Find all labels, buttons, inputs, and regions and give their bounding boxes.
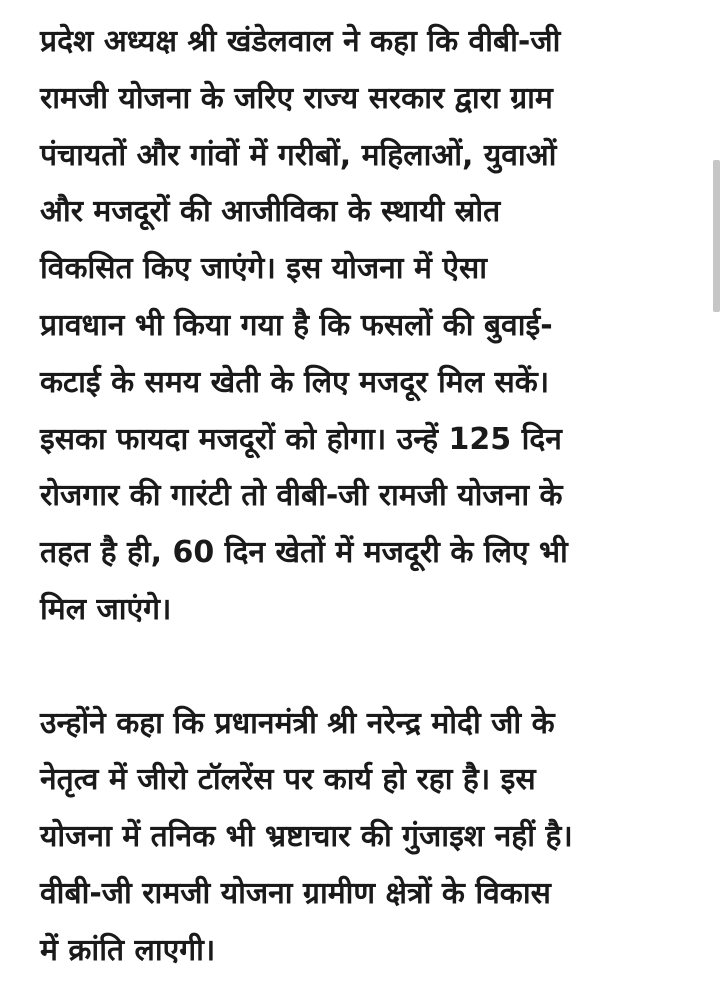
text-line: विकसित किए जाएंगे। इस योजना में ऐसा	[40, 251, 488, 287]
text-line: योजना में तनिक भी भ्रष्टाचार की गुंजाइश नहीं है।	[40, 819, 573, 855]
text-line: प्रावधान भी किया गया है कि फसलों की बुवाई-	[40, 307, 553, 343]
text-line: कटाई के समय खेती के लिए मजदूर मिल सकें।	[40, 364, 550, 400]
paragraph-1	[40, 14, 680, 639]
article-body	[40, 14, 680, 980]
text-line: और मजदूरों की आजीविका के स्थायी स्रोत	[40, 194, 501, 230]
paragraph-spacer	[40, 639, 680, 696]
text-line: प्रदेश अध्यक्ष श्री खंडेलवाल ने कहा कि वीबी-जी	[40, 24, 561, 59]
text-line: तहत है ही, 60 दिन खेतों में मजदूरी के लिए भी	[40, 535, 568, 571]
text-line: पंचायतों और गांवों में गरीबों, महिलाओं, युवाओं	[40, 137, 557, 173]
text-line: में क्रांति लाएगी।	[40, 932, 216, 968]
text-line: मिल जाएंगे।	[40, 591, 172, 627]
scrollbar-thumb[interactable]	[713, 160, 720, 312]
text-line: रोजगार की गारंटी तो वीबी-जी रामजी योजना के	[40, 478, 563, 514]
text-line: वीबी-जी रामजी योजना ग्रामीण क्षेत्रों के विकास	[40, 875, 551, 911]
text-line: उन्होंने कहा कि प्रधानमंत्री श्री नरेन्द्र मोदी जी के	[40, 705, 555, 741]
text-line: नेतृत्व में जीरो टॉलरेंस पर कार्य हो रहा है। इस	[40, 762, 536, 798]
text-line: इसका फायदा मजदूरों को होगा। उन्हें 125 दिन	[40, 421, 562, 457]
paragraph-2	[40, 696, 680, 980]
text-line: रामजी योजना के जरिए राज्य सरकार द्वारा ग्राम	[40, 80, 553, 116]
